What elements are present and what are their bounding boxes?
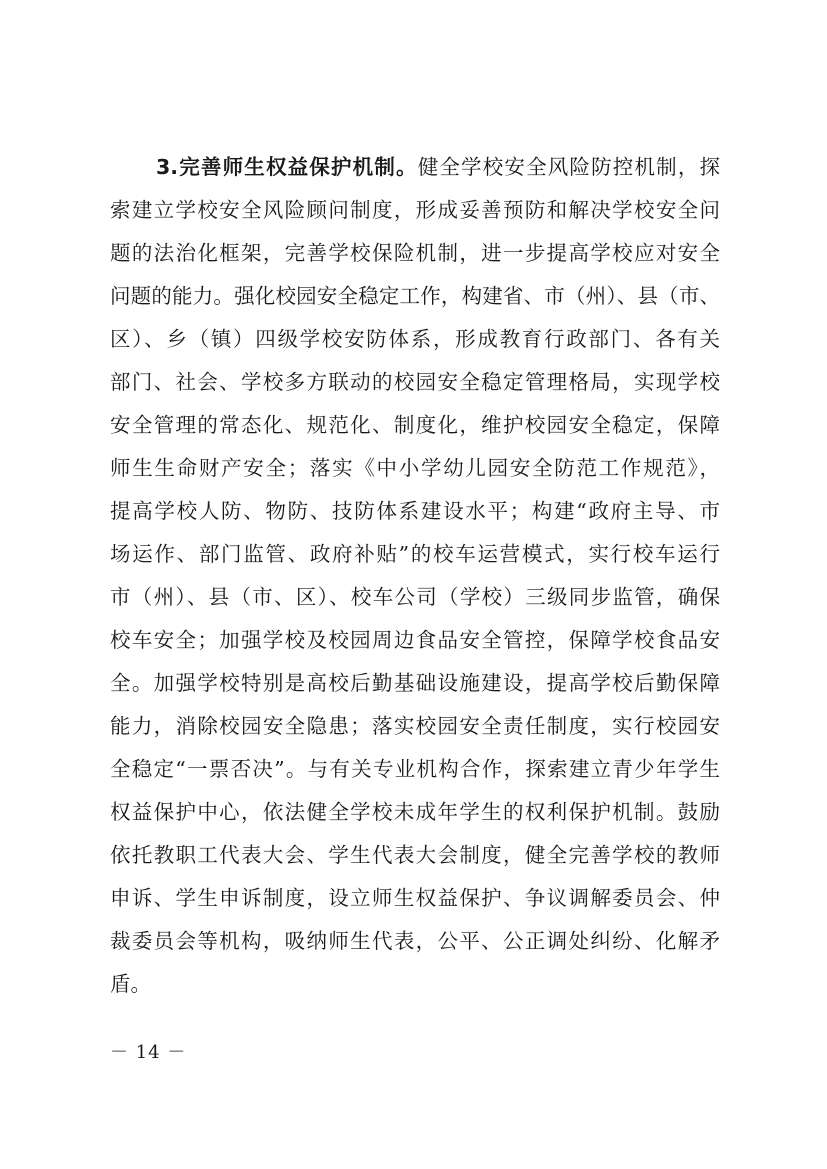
paragraph-line: 部门、社会、学校多方联动的校园安全稳定管理格局，实现学校: [110, 370, 720, 394]
paragraph-line: 权益保护中心，依法健全学校未成年学生的权利保护机制。鼓励: [110, 800, 720, 824]
paragraph-line: 索建立学校安全风险顾问制度，形成妥善预防和解决学校安全问: [110, 198, 720, 222]
paragraph-line: 校车安全；加强学校及校园周边食品安全管控，保障学校食品安: [110, 628, 720, 652]
body-paragraph: [110, 146, 720, 1006]
paragraph-line: 全。加强学校特别是高校后勤基础设施建设，提高学校后勤保障: [110, 671, 720, 695]
paragraph-line: 全稳定“一票否决”。与有关专业机构合作，探索建立青少年学生: [110, 757, 720, 781]
paragraph-line: 盾。: [110, 972, 151, 996]
paragraph-line: [110, 146, 720, 189]
paragraph-line: 题的法治化框架，完善学校保险机制，进一步提高学校应对安全: [110, 241, 720, 265]
paragraph-line: 市（州）、县（市、区）、校车公司（学校）三级同步监管，确保: [110, 585, 720, 609]
section-heading: 3.完善师生权益保护机制。: [156, 155, 418, 179]
paragraph-line: 区）、乡（镇）四级学校安防体系，形成教育行政部门、各有关: [110, 327, 720, 351]
paragraph-line: 依托教职工代表大会、学生代表大会制度，健全完善学校的教师: [110, 843, 720, 867]
paragraph-line: 场运作、部门监管、政府补贴”的校车运营模式，实行校车运行: [110, 542, 720, 566]
paragraph-line: 安全管理的常态化、规范化、制度化，维护校园安全稳定，保障: [110, 413, 720, 437]
paragraph-line: 师生生命财产安全；落实《中小学幼儿园安全防范工作规范》，: [110, 456, 720, 480]
paragraph-line: 提高学校人防、物防、技防体系建设水平；构建“政府主导、市: [110, 499, 720, 523]
paragraph-line: 申诉、学生申诉制度，设立师生权益保护、争议调解委员会、仲: [110, 886, 720, 910]
paragraph-line: 裁委员会等机构，吸纳师生代表，公平、公正调处纠纷、化解矛: [110, 929, 720, 953]
page-number: － 14 －: [110, 1042, 187, 1063]
paragraph-line: 能力，消除校园安全隐患；落实校园安全责任制度，实行校园安: [110, 714, 720, 738]
paragraph-line: 问题的能力。强化校园安全稳定工作，构建省、市（州）、县（市、: [110, 284, 720, 308]
line-text: 健全学校安全风险防控机制，探: [417, 155, 720, 179]
